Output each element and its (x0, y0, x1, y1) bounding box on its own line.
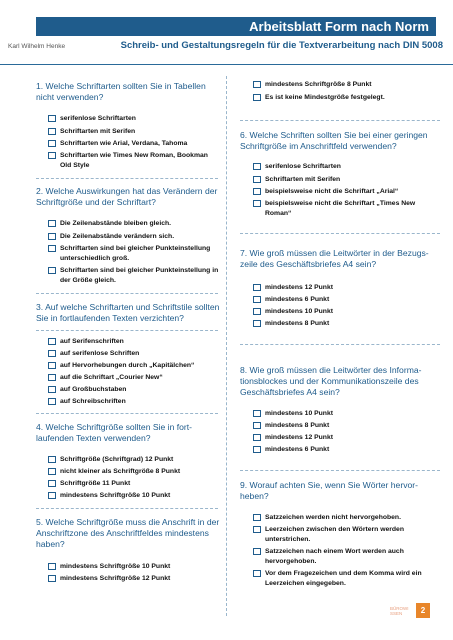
checkbox[interactable] (253, 296, 261, 303)
checkbox[interactable] (253, 188, 261, 195)
question-5 (36, 517, 219, 550)
checkbox[interactable] (48, 245, 56, 252)
question-9 (240, 480, 418, 502)
divider (36, 508, 218, 509)
checkbox[interactable] (253, 514, 261, 521)
checkbox[interactable] (253, 320, 261, 327)
checkbox[interactable] (253, 548, 261, 555)
question-9-line-2: heben? (240, 491, 269, 501)
divider (240, 470, 440, 471)
checkbox[interactable] (253, 94, 261, 101)
divider (36, 330, 218, 331)
checkbox[interactable] (48, 362, 56, 369)
checkbox[interactable] (253, 570, 261, 577)
checkbox[interactable] (48, 398, 56, 405)
checkbox[interactable] (48, 115, 56, 122)
publisher-logo-text: BÜROWI SSEN (390, 606, 409, 616)
question-1 (36, 81, 206, 103)
checkbox[interactable] (48, 152, 56, 159)
checkbox[interactable] (253, 308, 261, 315)
checkbox[interactable] (253, 446, 261, 453)
checkbox[interactable] (48, 480, 56, 487)
question-7-line-1: 7. Wie groß müssen die Leitwörter in der Bezugs- (240, 248, 429, 258)
header-rule (0, 64, 453, 65)
checkbox[interactable] (253, 526, 261, 533)
question-8 (240, 365, 422, 398)
divider (36, 293, 218, 294)
checkbox[interactable] (48, 233, 56, 240)
checkbox[interactable] (48, 386, 56, 393)
question-1-line-2: nicht verwenden? (36, 92, 104, 102)
checkbox[interactable] (48, 128, 56, 135)
divider (36, 178, 218, 179)
question-2-line-1: 2. Welche Auswirkungen hat das Verändern der (36, 186, 218, 196)
checkbox[interactable] (48, 456, 56, 463)
question-5-line-2: Anschriftzone des Anschriftfeldes mindestens (36, 528, 209, 538)
checkbox[interactable] (48, 140, 56, 147)
question-3-line-1: 3. Auf welche Schriftarten und Schriftstile sollten (36, 302, 220, 312)
worksheet-subtitle: Schreib- und Gestaltungsregeln für die Textverarbeitung nach DIN 5008 (120, 40, 443, 51)
divider (240, 344, 440, 345)
question-4-line-1: 4. Welche Schriftgröße sollten Sie in fort- (36, 422, 193, 432)
question-1-line-1: 1. Welche Schriftarten sollten Sie in Tabellen (36, 81, 206, 91)
question-4-line-2: laufenden Texten verwenden? (36, 433, 151, 443)
question-6 (240, 130, 428, 152)
question-7-line-2: zeile des Geschäftsbriefes A4 sein? (240, 259, 377, 269)
question-6-line-1: 6. Welche Schriften sollten Sie bei einer geringen (240, 130, 428, 140)
question-2 (36, 186, 217, 208)
question-9-line-1: 9. Worauf achten Sie, wenn Sie Wörter hervor- (240, 480, 419, 490)
checkbox[interactable] (253, 284, 261, 291)
worksheet-title: Arbeitsblatt Form nach Norm (36, 17, 436, 36)
checkbox[interactable] (48, 350, 56, 357)
question-2-line-2: Schriftgröße und der Schriftart? (36, 197, 156, 207)
checkbox[interactable] (253, 410, 261, 417)
question-8-line-2: tionsblockes und der Kommunikationszeile des (240, 376, 419, 386)
divider (240, 233, 440, 234)
checkbox[interactable] (48, 492, 56, 499)
question-4 (36, 422, 192, 444)
divider (36, 413, 218, 414)
checkbox[interactable] (48, 575, 56, 582)
checkbox[interactable] (253, 176, 261, 183)
checkbox[interactable] (253, 422, 261, 429)
checkbox[interactable] (48, 267, 56, 274)
author-name: Karl Wilhelm Henke (8, 43, 66, 50)
page-number-badge: 2 (416, 603, 430, 618)
checkbox[interactable] (48, 468, 56, 475)
divider (240, 120, 440, 121)
question-5-line-1: 5. Welche Schriftgröße muss die Anschrift in der (36, 517, 220, 527)
question-5-line-3: haben? (36, 539, 65, 549)
question-3 (36, 302, 219, 324)
question-8-line-3: Geschäftsbriefes A4 sein? (240, 387, 340, 397)
checkbox[interactable] (48, 338, 56, 345)
checkbox[interactable] (48, 563, 56, 570)
checkbox[interactable] (253, 434, 261, 441)
question-6-line-2: Schriftgröße im Anschriftfeld verwenden? (240, 141, 397, 151)
checkbox[interactable] (48, 220, 56, 227)
question-7 (240, 248, 429, 270)
checkbox[interactable] (253, 163, 261, 170)
checkbox[interactable] (253, 200, 261, 207)
question-8-line-1: 8. Wie groß müssen die Leitwörter des Informa- (240, 365, 422, 375)
question-3-line-2: Sie in fortlaufenden Texten verzichten? (36, 313, 184, 323)
checkbox[interactable] (48, 374, 56, 381)
checkbox[interactable] (253, 81, 261, 88)
